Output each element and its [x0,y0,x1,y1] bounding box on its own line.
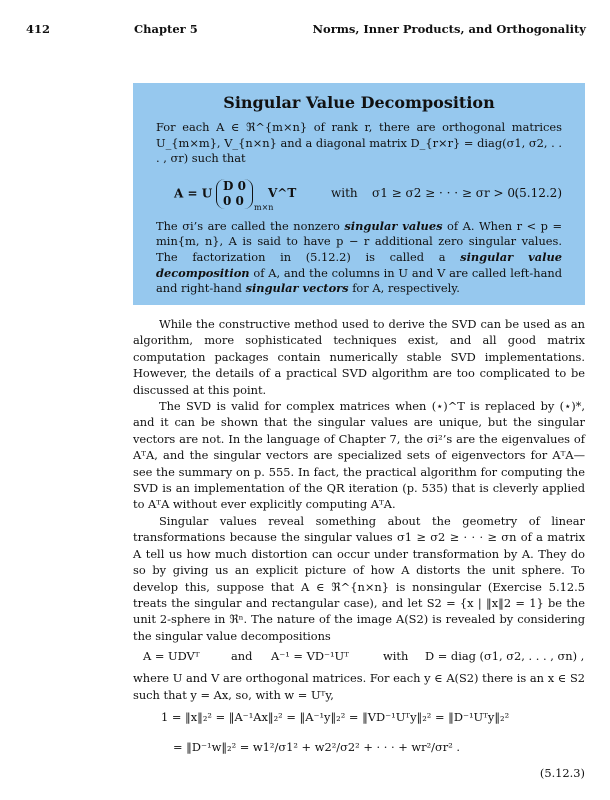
matrix-subscript: m×n [254,202,274,212]
paragraph-1: While the constructive method used to derive the SVD can be used as an algorithm, more sophisticated techniques exist, and all good matrix computation packages contain numerically stable SVD implementations. However, the details of a practical SVD algorithm are too complicated to be discussed at this point. [133,317,585,397]
term-svd: singular value decomposition [156,249,562,280]
norm-equation-line2: = ‖D⁻¹w‖₂² = w1²/σ1² + w2²/σ2² + · · · + wr²/σr² . [173,739,461,754]
equation-with: with [331,185,358,200]
box-paragraph: The σi’s are called the nonzero singular values of A. When r < p = min{m, n}, A is said to have p − r additional zero singular values. The factorization in (5.12.2) is called a singular value decomposition of A, and the columns in U and V are called left-hand and right-hand singular vectors for A, respectively. [156,218,562,296]
paragraph-3: Singular values reveal something about the geometry of linear transformations because the singular values σ1 ≥ σ2 ≥ · · · ≥ σn of a matrix A tell us how much distortion can occur under transformation by A. They do so by giving us an explicit picture of how A distorts the unit sphere. To develop this, suppose that A ∈ ℜ^{n×n} is nonsingular (Exercise 5.12.5 treats the singular and rectangular case), and let S2 = {x | ‖x‖2 = 1} be the unit 2-sphere in ℜⁿ. The nature of the image A(S2) is revealed by considering the singular value decompositions [133,513,585,643]
equation-number: (5.12.2) [514,185,562,200]
block-matrix: D 0 0 0 [216,179,253,209]
svd-display-equation [133,646,585,668]
norm-equation [133,705,585,765]
display-a: A = UDVᵀ [143,649,200,664]
paragraph-2: The SVD is valid for complex matrices when (⋆)^T is replaced by (⋆)*, and it can be shown that the singular values are unique, but the singular vectors are not. In the language of Chapter 7, the σi²’s are the eigenvalues of AᵀA, and the singular vectors are specialized sets of eigenvectors for AᵀA—see the summary on p. 555. In fact, the practical algorithm for computing the SVD is an implementation of the QR iteration (p. 535) that is cleverly applied to AᵀA without ever explicitly computing AᵀA. [133,399,585,512]
norm-equation-line1: 1 = ‖x‖₂² = ‖A⁻¹Ax‖₂² = ‖A⁻¹y‖₂² = ‖VD⁻¹Uᵀy‖₂² = ‖D⁻¹Uᵀy‖₂² [161,709,510,724]
term-singular-values: singular values [344,218,443,233]
paragraph-4: where U and V are orthogonal matrices. For each y ∈ A(S2) there is an x ∈ S2 such that y = Ax, so, with w = Uᵀy, [133,671,585,702]
display-and: and [231,649,253,664]
display-b: A⁻¹ = VD⁻¹Uᵀ [271,649,349,664]
svd-equation [156,169,562,215]
equation-vt: V^T [268,185,297,200]
equation-number-5-12-3: (5.12.3) [539,765,585,780]
page-number: 412 [26,22,51,36]
chapter-label: Chapter 5 [134,22,198,36]
equation-lhs: A = U D 0 0 0 [174,179,253,209]
box-intro: For each A ∈ ℜ^{m×n} of rank r, there are orthogonal matrices U_{m×m}, V_{n×n} and a diagonal matrix D_{r×r} = diag(σ1, σ2, . . . , σr) such that [156,120,562,166]
section-title: Norms, Inner Products, and Orthogonality [312,22,586,36]
running-header [26,22,586,38]
equation-condition: σ1 ≥ σ2 ≥ · · · ≥ σr > 0. [372,185,519,200]
box-title: Singular Value Decomposition [223,93,495,112]
term-singular-vectors: singular vectors [245,281,349,296]
body-text [133,316,585,781]
display-with: with [383,649,409,664]
svd-theorem-box [133,83,585,305]
display-c: D = diag (σ1, σ2, . . . , σn) , [425,649,585,664]
